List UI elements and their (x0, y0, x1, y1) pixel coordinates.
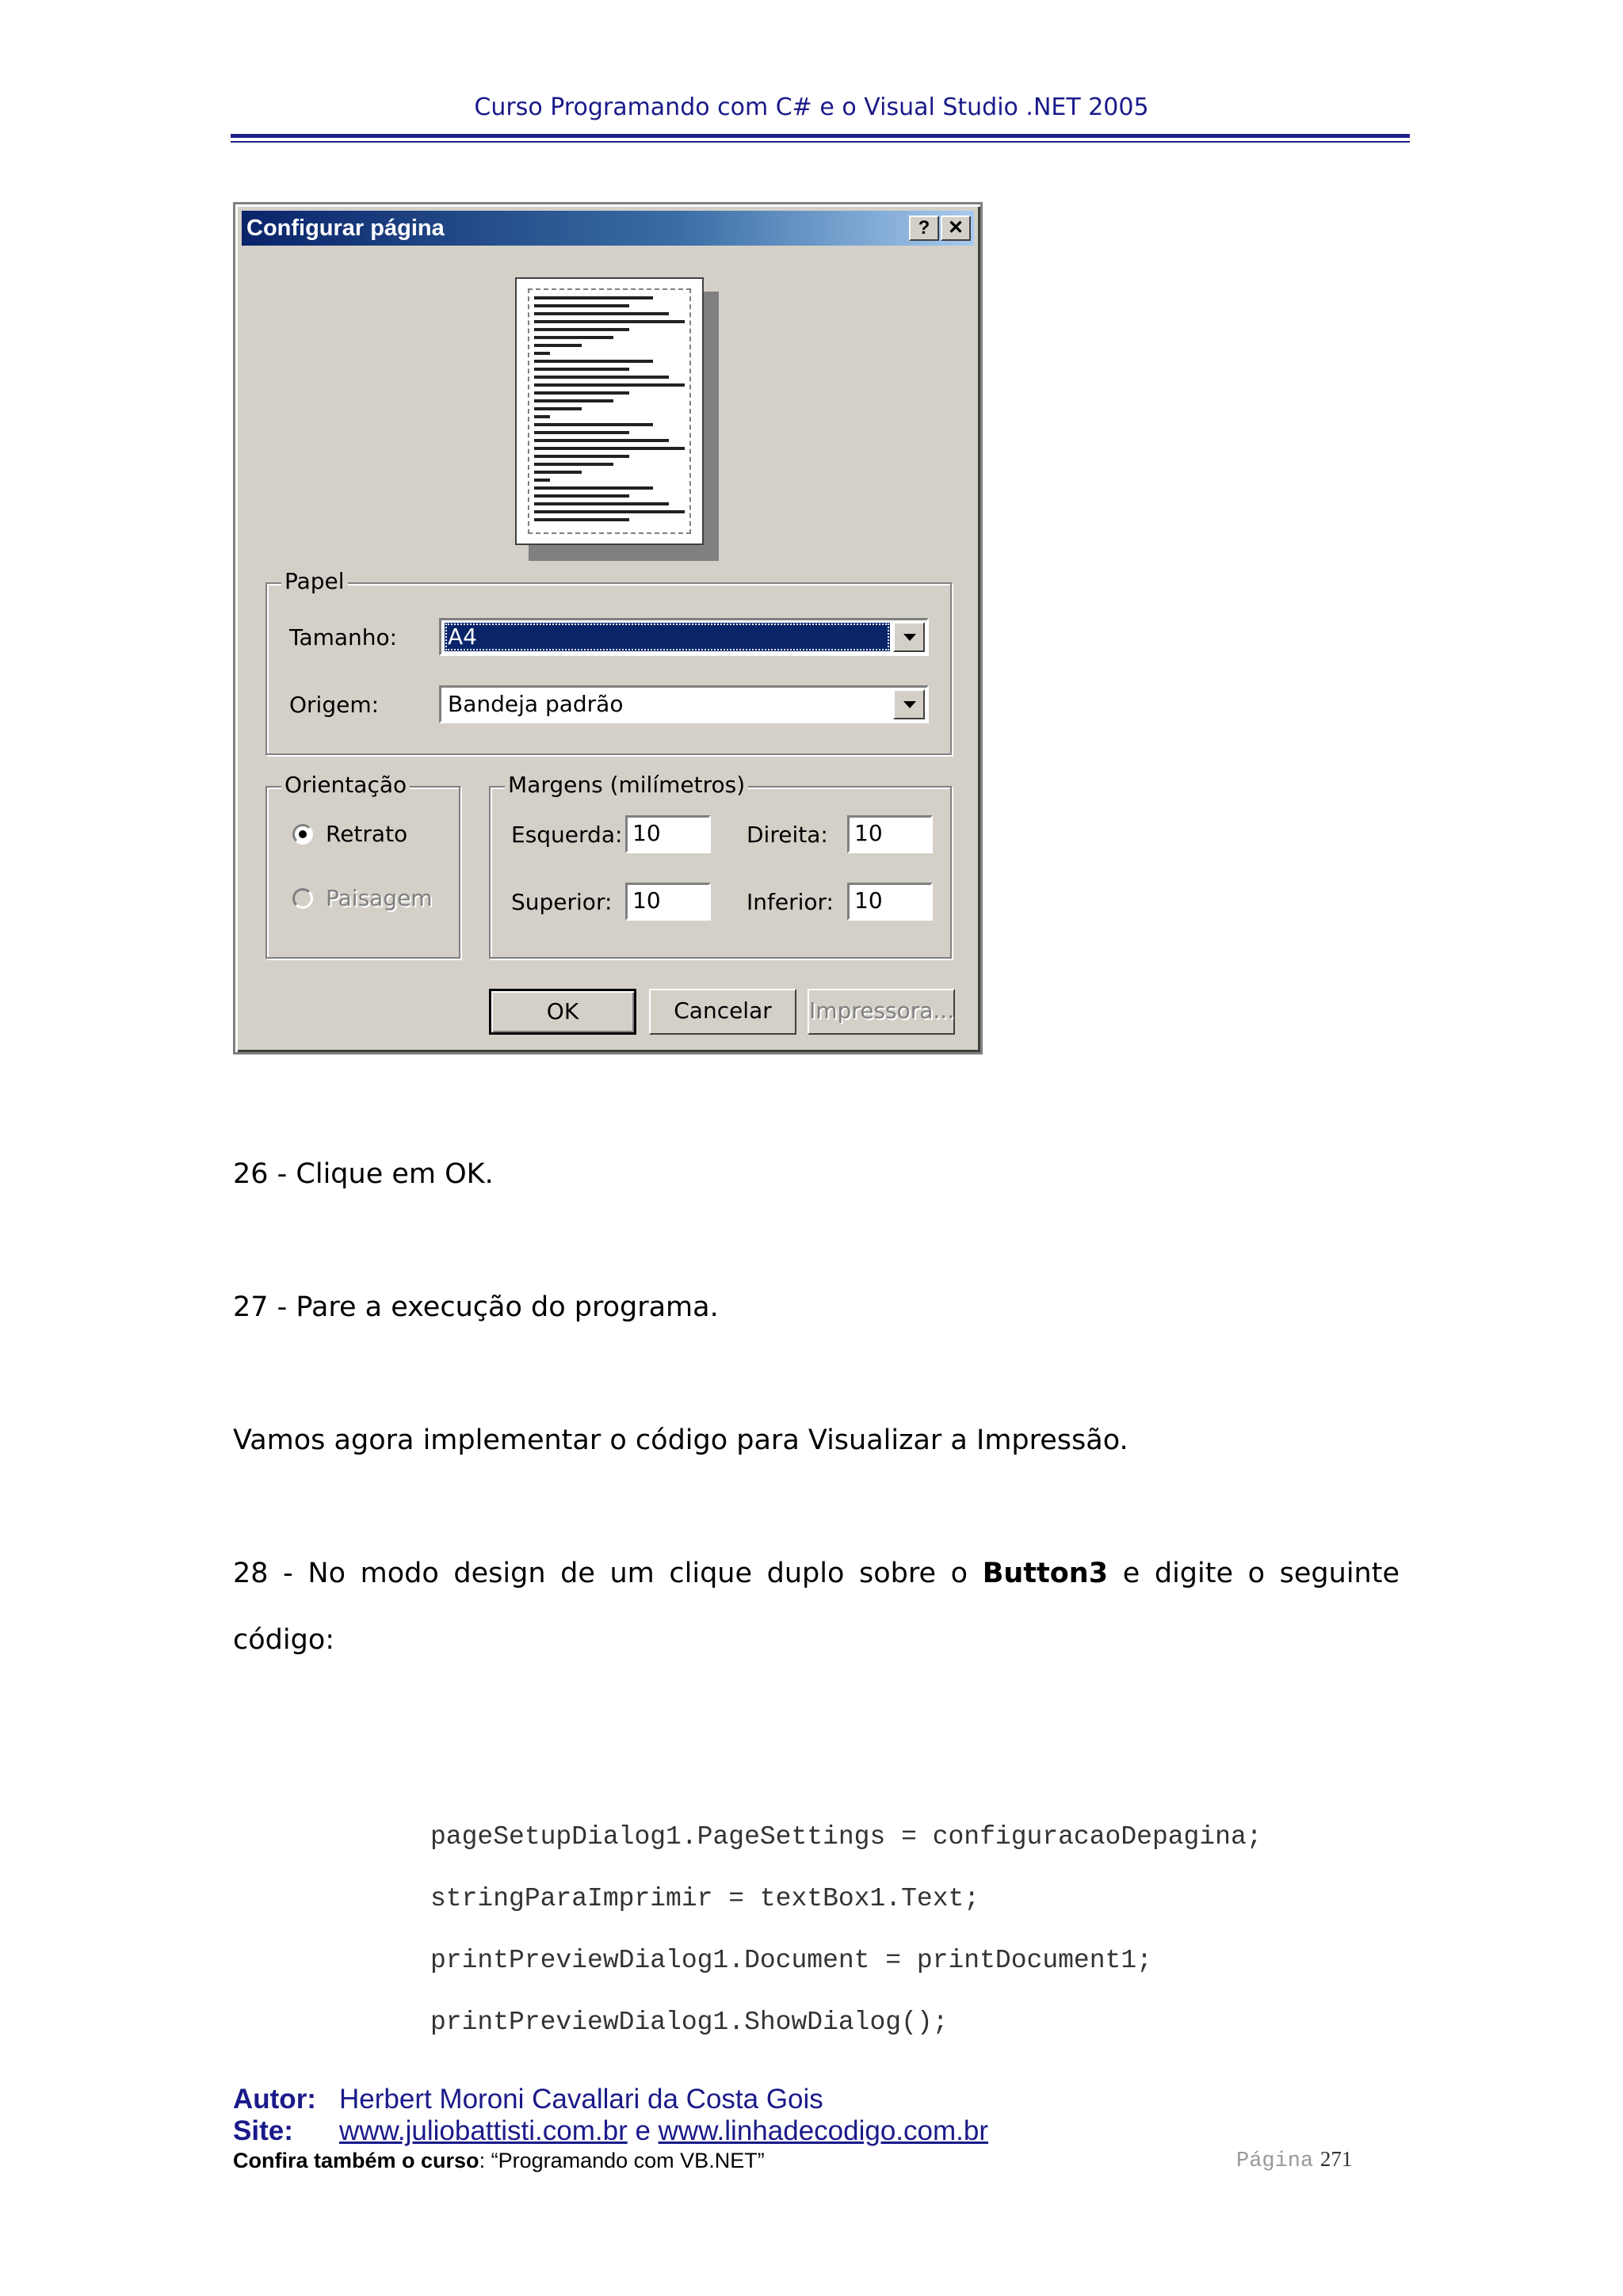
margin-bottom-label: Inferior: (747, 889, 834, 915)
close-button[interactable] (941, 215, 971, 241)
site-link-juliobattisti[interactable]: www.juliobattisti.com.br (339, 2115, 628, 2146)
orientation-group-label: Orientação (281, 772, 410, 798)
margin-bottom-input[interactable]: 10 (847, 883, 933, 921)
code-line: printPreviewDialog1.ShowDialog(); (430, 2008, 949, 2037)
preview-text-line (534, 391, 629, 395)
preview-text-line (534, 471, 582, 474)
paper-source-select[interactable] (439, 685, 929, 723)
preview-text-line (534, 463, 613, 466)
also-see-separator: : (479, 2149, 491, 2172)
preview-text-line (534, 360, 653, 363)
paper-source-value: Bandeja padrão (448, 691, 624, 717)
help-button[interactable] (909, 215, 939, 241)
step-28-text (233, 1558, 1400, 1589)
site-link-linhadecodigo[interactable]: www.linhadecodigo.com.br (658, 2115, 988, 2146)
printer-button[interactable]: Impressora... (808, 989, 955, 1035)
paper-size-value: A4 (445, 623, 890, 651)
page-digits: 271 (1319, 2147, 1353, 2171)
site-links (339, 2115, 988, 2147)
preview-text-line (534, 336, 613, 339)
orientation-group (265, 772, 460, 959)
header-rule-thin (231, 141, 1410, 143)
step-26-text: 26 - Clique em OK. (233, 1158, 494, 1190)
author-label: Autor: (233, 2084, 316, 2115)
preview-text-line (534, 376, 669, 379)
chevron-down-icon[interactable] (893, 689, 925, 719)
page-number (1236, 2147, 1352, 2173)
preview-text-line (534, 399, 613, 402)
footer-author (233, 2084, 823, 2115)
preview-text-line (534, 479, 550, 482)
landscape-radio[interactable] (292, 888, 313, 909)
also-see-course: “Programando com VB.NET” (491, 2149, 765, 2172)
preview-text-line (534, 296, 653, 299)
paper-source-label: Origem: (289, 692, 380, 718)
cancel-button[interactable]: Cancelar (649, 989, 796, 1035)
preview-text-line (534, 415, 550, 418)
paper-group-label: Papel (281, 568, 348, 594)
document-header-title: Curso Programando com C# e o Visual Studio .NET 2005 (474, 93, 1149, 121)
preview-text-line (534, 368, 629, 371)
preview-text-line (534, 352, 550, 355)
preview-text-line (534, 304, 629, 307)
dialog-title: Configurar página (246, 215, 445, 241)
margin-top-label: Superior: (511, 889, 613, 915)
margin-right-label: Direita: (747, 822, 828, 848)
site-separator: e (627, 2115, 659, 2146)
preview-text-line (534, 344, 582, 347)
page-preview (515, 277, 704, 545)
preview-text-line (534, 486, 653, 490)
preview-text-line (534, 431, 629, 434)
preview-text-line (534, 447, 685, 450)
preview-text-line (534, 312, 669, 315)
step-27-text: 27 - Pare a execução do programa. (233, 1291, 719, 1323)
margin-top-input[interactable]: 10 (625, 883, 711, 921)
preview-text-line (534, 494, 629, 498)
code-line: pageSetupDialog1.PageSettings = configuracaoDepagina; (430, 1822, 1262, 1852)
step-28-text-start: 28 - No modo design de um clique duplo sobre o (233, 1558, 983, 1589)
portrait-radio[interactable] (292, 824, 313, 845)
preview-text-line (534, 407, 582, 410)
intro-paragraph: Vamos agora implementar o código para Visualizar a Impressão. (233, 1425, 1128, 1456)
help-icon: ? (918, 217, 930, 238)
site-label: Site: (233, 2115, 293, 2146)
preview-text-line (534, 518, 629, 521)
portrait-label[interactable]: Retrato (326, 821, 408, 847)
preview-text-line (534, 439, 669, 442)
preview-text-line (534, 328, 629, 331)
paper-size-label: Tamanho: (289, 624, 398, 650)
margins-group-label: Margens (milímetros) (505, 772, 748, 798)
preview-text-line (534, 502, 669, 505)
preview-text-line (534, 510, 685, 513)
preview-text-line (534, 320, 685, 323)
step-28-text-line2: código: (233, 1624, 335, 1656)
author-name: Herbert Moroni Cavallari da Costa Gois (339, 2084, 823, 2115)
paper-size-select[interactable] (439, 618, 929, 656)
code-line: stringParaImprimir = textBox1.Text; (430, 1884, 980, 1913)
footer-site (233, 2115, 988, 2147)
step-28-text-end: e digite o seguinte (1108, 1558, 1400, 1589)
also-see-label: Confira também o curso (233, 2149, 479, 2172)
margin-left-label: Esquerda: (511, 822, 623, 848)
button3-reference: Button3 (982, 1558, 1109, 1589)
header-rule-thick (231, 134, 1410, 138)
margin-left-input[interactable]: 10 (625, 815, 711, 853)
chevron-down-icon[interactable] (893, 622, 925, 652)
margins-group (489, 772, 952, 959)
margin-right-input[interactable]: 10 (847, 815, 933, 853)
close-icon: ✕ (947, 217, 964, 238)
code-line: printPreviewDialog1.Document = printDocument1; (430, 1946, 1152, 1975)
paper-group (265, 568, 952, 755)
footer-also-see (233, 2149, 765, 2173)
preview-text-line (534, 383, 685, 387)
dialog-titlebar (242, 211, 974, 246)
page-setup-dialog (233, 202, 983, 1055)
preview-text-line (534, 455, 629, 458)
page-word: Página (1236, 2149, 1314, 2173)
ok-button[interactable]: OK (489, 989, 636, 1035)
preview-text-line (534, 423, 653, 426)
landscape-label[interactable]: Paisagem (326, 885, 433, 911)
